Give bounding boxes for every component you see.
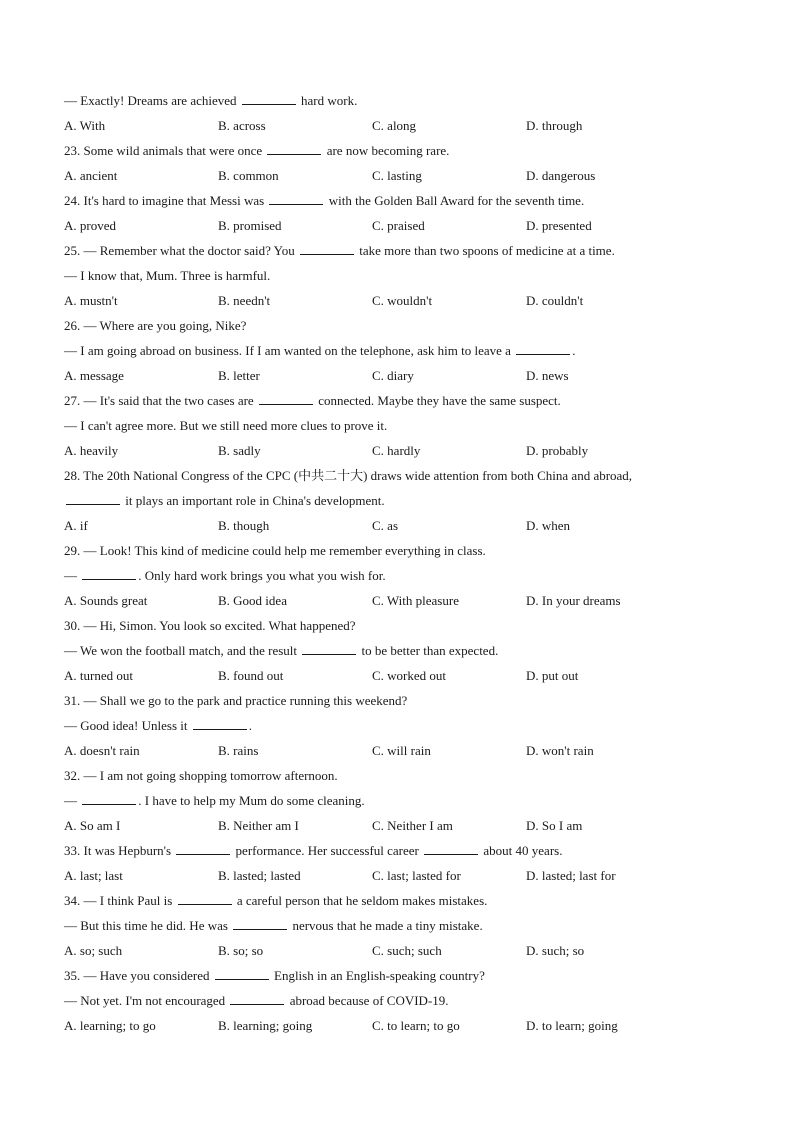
question-text: 24. It's hard to imagine that Messi was [64,193,268,208]
option-d[interactable]: D. probably [526,443,589,458]
question-text: — But this time he did. He was [64,918,232,933]
option-b[interactable]: B. learning; going [218,1018,313,1033]
question-text-line [64,138,734,163]
option-a[interactable]: A. learning; to go [64,1018,156,1033]
question-q25 [64,238,734,313]
question-text-line [64,88,734,113]
option-b[interactable]: B. though [218,518,270,533]
answer-blank[interactable] [82,791,136,805]
question-text: 31. — Shall we go to the park and practice running this weekend? [64,693,408,708]
question-text-line [64,563,734,588]
option-a[interactable]: A. turned out [64,668,133,683]
question-text: — We won the football match, and the result [64,643,301,658]
question-text: — [64,793,81,808]
question-q26 [64,313,734,388]
option-d[interactable]: D. couldn't [526,293,584,308]
answer-options [64,163,734,188]
option-a[interactable]: A. mustn't [64,293,118,308]
question-text: — Not yet. I'm not encouraged [64,993,229,1008]
option-c[interactable]: C. praised [372,218,425,233]
question-q33 [64,838,734,888]
option-d[interactable]: D. In your dreams [526,593,621,608]
question-text: 33. It was Hepburn's [64,843,175,858]
question-text: hard work. [297,93,358,108]
option-b[interactable]: B. needn't [218,293,271,308]
question-text-line [64,963,734,988]
question-text: take more than two spoons of medicine at a time. [355,243,615,258]
question-text: — I am going abroad on business. If I am wanted on the telephone, ask him to leave a [64,343,515,358]
question-text: it plays an important role in China's development. [122,493,385,508]
answer-blank[interactable] [66,491,120,505]
option-d[interactable]: D. when [526,518,571,533]
question-text: abroad because of COVID-19. [286,993,449,1008]
question-text-line [64,888,734,913]
question-text: 23. Some wild animals that were once [64,143,266,158]
option-d[interactable]: D. to learn; going [526,1018,618,1033]
question-q23 [64,138,734,188]
answer-options [64,813,734,838]
answer-blank[interactable] [259,391,313,405]
option-b[interactable]: B. letter [218,368,260,383]
answer-options [64,438,734,463]
option-d[interactable]: D. So I am [526,818,583,833]
option-b[interactable]: B. sadly [218,443,261,458]
question-text: 27. — It's said that the two cases are [64,393,257,408]
question-text: with the Golden Ball Award for the seventh time. [325,193,585,208]
question-text: nervous that he made a tiny mistake. [289,918,483,933]
option-c[interactable]: C. worked out [372,668,447,683]
option-b[interactable]: B. common [218,168,279,183]
answer-blank[interactable] [269,191,323,205]
answer-blank[interactable] [193,716,247,730]
question-text-line [64,238,734,263]
answer-options [64,738,734,763]
option-a[interactable]: A. ancient [64,168,118,183]
question-q24 [64,188,734,238]
answer-options [64,588,734,613]
question-text: . I have to help my Mum do some cleaning. [138,793,365,808]
question-text: — Good idea! Unless it [64,718,191,733]
question-text-line [64,638,734,663]
question-text-line [64,713,734,738]
question-q22 [64,88,734,138]
option-b[interactable]: B. found out [218,668,284,683]
question-text: to be better than expected. [358,643,499,658]
option-b[interactable]: B. so; so [218,943,264,958]
option-c[interactable]: C. hardly [372,443,421,458]
question-text: . [248,718,252,733]
answer-blank[interactable] [215,966,269,980]
answer-blank[interactable] [300,241,354,255]
question-text-line [64,463,734,488]
question-text-line [64,188,734,213]
question-text: 25. — Remember what the doctor said? You [64,243,298,258]
option-a[interactable]: A. With [64,118,106,133]
exam-page [64,88,734,1038]
question-text: . [572,343,576,358]
question-text-line [64,413,734,438]
answer-options [64,113,734,138]
option-c[interactable]: C. as [372,518,398,533]
option-c[interactable]: C. With pleasure [372,593,459,608]
answer-options [64,938,734,963]
question-text-line [64,913,734,938]
question-text: 28. The 20th National Congress of the CPC (中共二十大) draws wide attention from both China and abroad, [64,468,633,483]
question-text-line [64,313,734,338]
answer-blank[interactable] [516,341,570,355]
question-text-line [64,488,734,513]
question-text-line [64,988,734,1013]
question-text: 35. — Have you considered [64,968,213,983]
option-c[interactable]: C. lasting [372,168,422,183]
answer-blank[interactable] [178,891,232,905]
option-a[interactable]: A. message [64,368,124,383]
question-q32 [64,763,734,838]
option-a[interactable]: A. So am I [64,818,121,833]
option-b[interactable]: B. promised [218,218,282,233]
answer-blank[interactable] [242,91,296,105]
option-b[interactable]: B. Neither am I [218,818,299,833]
question-text: — [64,568,81,583]
question-text: 30. — Hi, Simon. You look so excited. What happened? [64,618,356,633]
question-q30 [64,613,734,688]
option-d[interactable]: D. won't rain [526,743,594,758]
option-a[interactable]: A. so; such [64,943,123,958]
answer-options [64,1013,734,1038]
answer-options [64,663,734,688]
option-b[interactable]: B. Good idea [218,593,287,608]
answer-options [64,363,734,388]
question-text-line [64,788,734,813]
question-text: — I can't agree more. But we still need more clues to prove it. [64,418,388,433]
option-a[interactable]: A. if [64,518,88,533]
option-d[interactable]: D. through [526,118,583,133]
option-a[interactable]: A. Sounds great [64,593,148,608]
option-c[interactable]: C. last; lasted for [372,868,461,883]
answer-blank[interactable] [267,141,321,155]
question-text: connected. Maybe they have the same suspect. [314,393,561,408]
answer-options [64,213,734,238]
option-a[interactable]: A. heavily [64,443,119,458]
question-text-line [64,263,734,288]
answer-blank[interactable] [424,841,478,855]
option-d[interactable]: D. lasted; last for [526,868,616,883]
question-text-line [64,763,734,788]
option-c[interactable]: C. along [372,118,417,133]
question-q27 [64,388,734,463]
option-b[interactable]: B. across [218,118,266,133]
question-q35 [64,963,734,1038]
question-text: . Only hard work brings you what you wish for. [138,568,386,583]
question-text-line [64,838,734,863]
option-a[interactable]: A. proved [64,218,116,233]
answer-blank[interactable] [176,841,230,855]
answer-blank[interactable] [230,991,284,1005]
question-text: 29. — Look! This kind of medicine could help me remember everything in class. [64,543,486,558]
question-text-line [64,338,734,363]
question-text-line [64,613,734,638]
option-c[interactable]: C. diary [372,368,414,383]
question-text: English in an English-speaking country? [270,968,485,983]
answer-blank[interactable] [302,641,356,655]
question-text-line [64,388,734,413]
option-a[interactable]: A. doesn't rain [64,743,140,758]
option-d[interactable]: D. presented [526,218,592,233]
question-q28 [64,463,734,538]
option-c[interactable]: C. Neither I am [372,818,453,833]
question-text-line [64,538,734,563]
option-d[interactable]: D. news [526,368,569,383]
option-d[interactable]: D. dangerous [526,168,596,183]
question-text: are now becoming rare. [323,143,450,158]
question-q31 [64,688,734,763]
question-q34 [64,888,734,963]
question-text: 34. — I think Paul is [64,893,176,908]
question-text: — I know that, Mum. Three is harmful. [64,268,271,283]
option-c[interactable]: C. such; such [372,943,442,958]
option-c[interactable]: C. to learn; to go [372,1018,460,1033]
option-b[interactable]: B. lasted; lasted [218,868,301,883]
answer-options [64,863,734,888]
question-text: 26. — Where are you going, Nike? [64,318,247,333]
question-q29 [64,538,734,613]
question-text: 32. — I am not going shopping tomorrow afternoon. [64,768,338,783]
option-c[interactable]: C. will rain [372,743,431,758]
option-b[interactable]: B. rains [218,743,259,758]
answer-options [64,513,734,538]
option-c[interactable]: C. wouldn't [372,293,433,308]
option-a[interactable]: A. last; last [64,868,123,883]
question-text-line [64,688,734,713]
option-d[interactable]: D. such; so [526,943,585,958]
option-d[interactable]: D. put out [526,668,579,683]
answer-blank[interactable] [82,566,136,580]
question-text: a careful person that he seldom makes mistakes. [233,893,488,908]
question-text: — Exactly! Dreams are achieved [64,93,240,108]
answer-options [64,288,734,313]
answer-blank[interactable] [233,916,287,930]
question-text: about 40 years. [480,843,563,858]
question-text: performance. Her successful career [232,843,423,858]
